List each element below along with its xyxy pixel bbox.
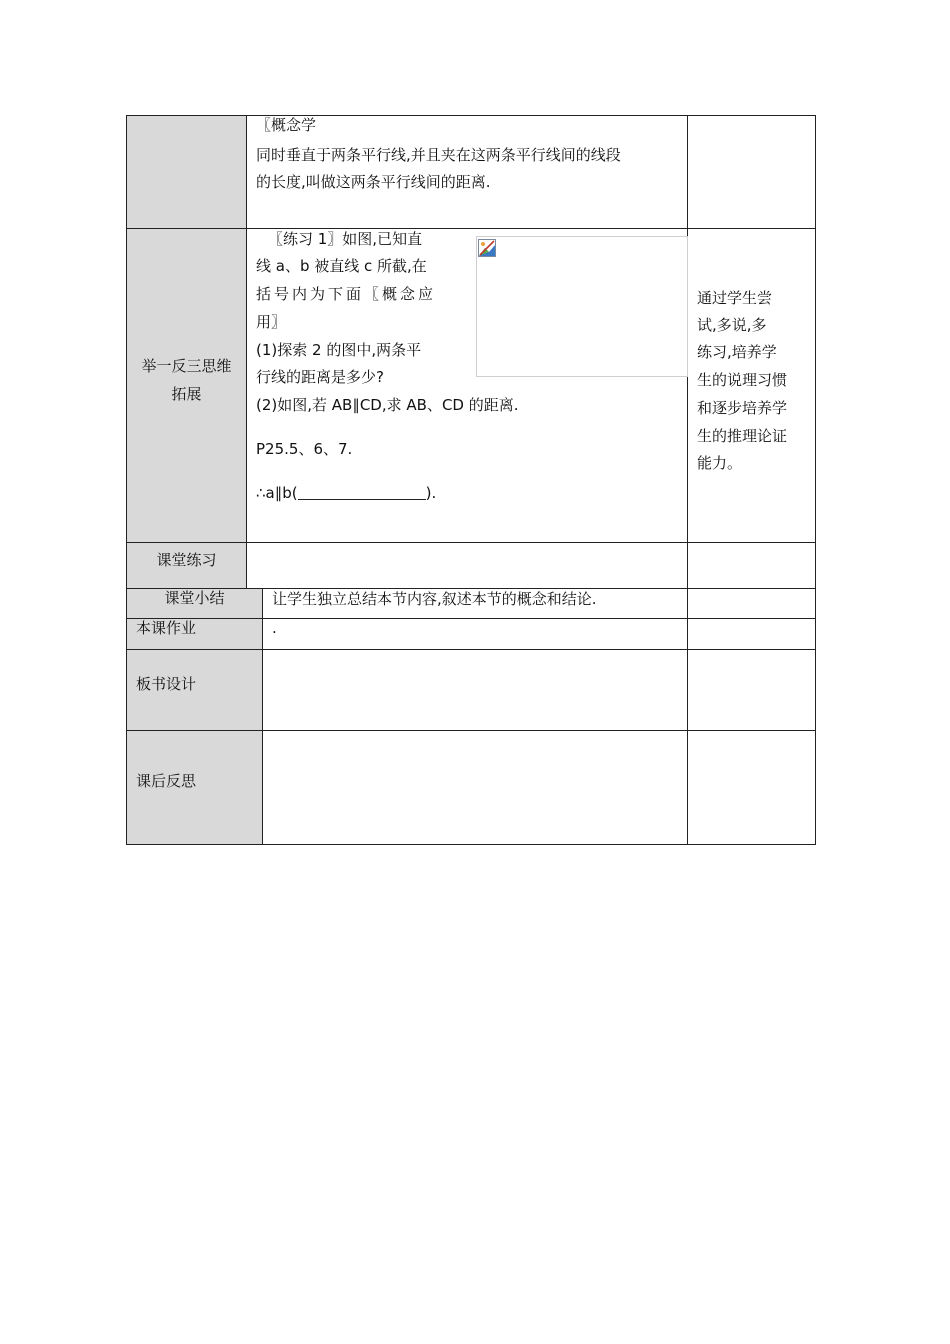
practice-label: 课堂练习: [156, 551, 217, 569]
broken-image-icon: [478, 239, 496, 257]
concept-body-line: 的长度,叫做这两条平行线间的距离.: [256, 173, 491, 191]
concept-label-cell: [127, 116, 246, 228]
reflection-label: 课后反思: [136, 772, 197, 790]
design-note-line: 和逐步培养学: [697, 399, 788, 417]
answer-blank: [298, 484, 426, 500]
table-border: [262, 588, 263, 845]
table-border: [126, 618, 815, 619]
design-note-line: 生的说理习惯: [697, 371, 788, 389]
homework-reference: P25.5、6、7.: [256, 440, 353, 458]
extension-label-line: 拓展: [171, 385, 202, 403]
concept-heading: 〖概念学: [256, 116, 317, 134]
design-note-line: 练习,培养学: [697, 343, 777, 361]
board-label: 板书设计: [136, 675, 197, 693]
exercise-text-line: 用〗: [256, 313, 287, 331]
table-border: [126, 115, 127, 845]
design-note-line: 生的推理论证: [697, 427, 788, 445]
table-border: [126, 649, 815, 650]
table-border: [126, 115, 815, 116]
design-note-line: 能力。: [697, 454, 743, 472]
table-border: [126, 844, 816, 845]
summary-content: 让学生独立总结本节内容,叙述本节的概念和结论.: [272, 590, 597, 608]
question-1-line: 行线的距离是多少?: [256, 368, 384, 386]
summary-label: 课堂小结: [164, 589, 225, 607]
conclusion-line: [256, 479, 436, 507]
homework-content: .: [272, 619, 277, 637]
design-note-line: 通过学生尝: [697, 289, 773, 307]
homework-label: 本课作业: [136, 619, 197, 637]
exercise-text-line: 〖练习 1〗如图,已知直: [268, 230, 423, 248]
extension-label: [127, 352, 246, 408]
exercise-text-line: 线 a、b 被直线 c 所截,在: [256, 257, 427, 275]
table-border: [126, 542, 815, 543]
extension-label-line: 举一反三思维: [141, 357, 232, 375]
concept-body-line: 同时垂直于两条平行线,并且夹在这两条平行线间的线段: [256, 146, 621, 164]
table-border: [126, 730, 815, 731]
figure-image: [476, 236, 688, 377]
table-border: [687, 115, 688, 845]
conclusion-suffix: ).: [425, 484, 437, 502]
table-border: [815, 115, 816, 845]
design-note-line: 试,多说,多: [697, 316, 767, 334]
question-1-line: (1)探索 2 的图中,两条平: [256, 341, 422, 359]
conclusion-prefix: ∴a∥b(: [256, 484, 298, 502]
table-border: [126, 228, 815, 229]
exercise-text-line: 括号内为下面〖概念应: [256, 285, 437, 303]
table-border: [246, 115, 247, 589]
question-2: (2)如图,若 AB∥CD,求 AB、CD 的距离.: [256, 396, 519, 414]
